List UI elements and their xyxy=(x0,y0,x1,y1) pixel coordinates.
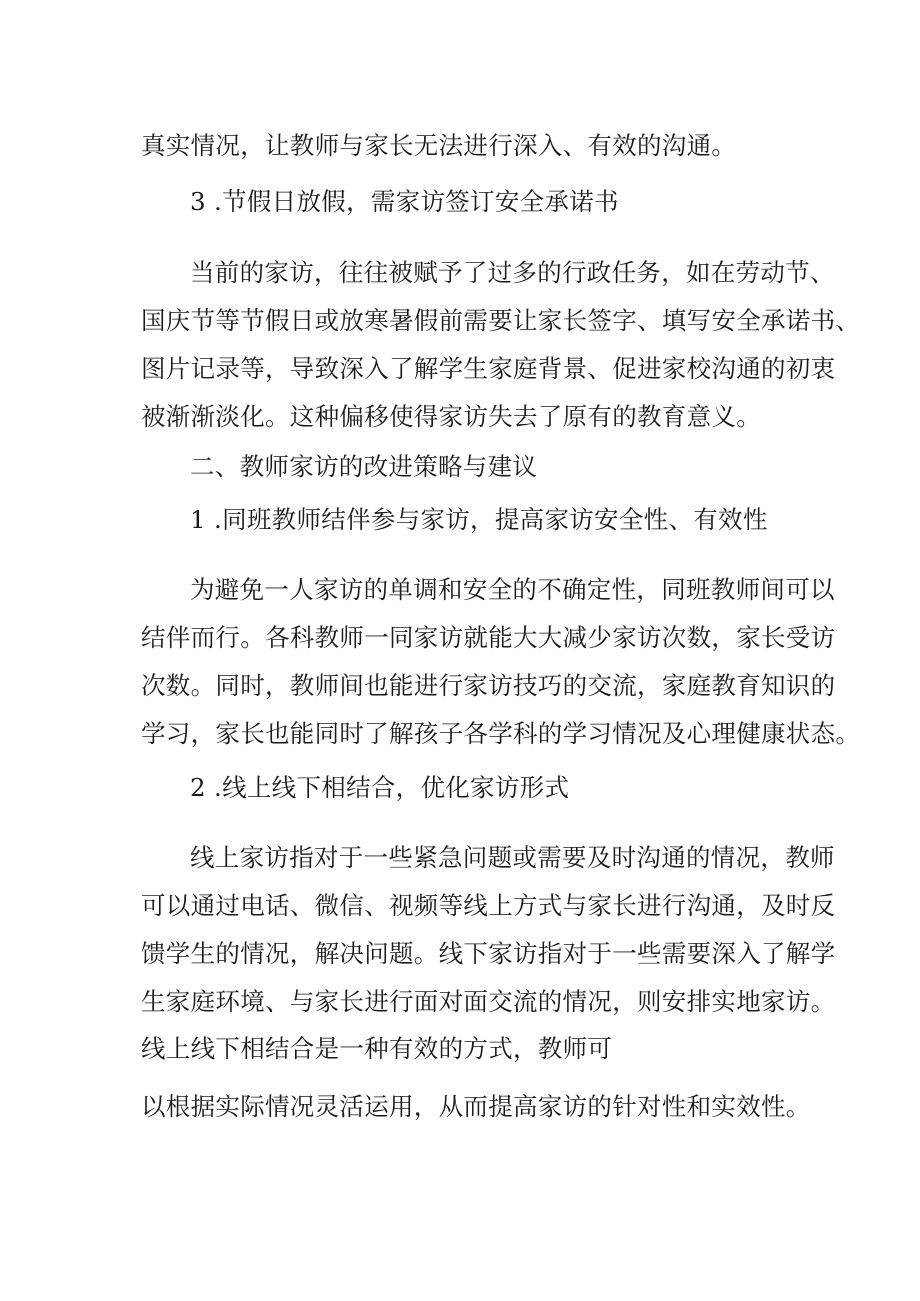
paragraph-line: 学习，家长也能同时了解孩子各学科的学习情况及心理健康状态。 xyxy=(141,719,861,748)
paragraph-line: 结伴而行。各科教师一同家访就能大大减少家访次数，家长受访 xyxy=(141,623,836,652)
section-heading: 2 .线上线下相结合，优化家访形式 xyxy=(190,773,570,802)
section-heading: 二、教师家访的改进策略与建议 xyxy=(190,452,538,481)
paragraph-line: 次数。同时，教师间也能进行家访技巧的交流，家庭教育知识的 xyxy=(141,671,836,700)
paragraph-line: 图片记录等，导致深入了解学生家庭背景、促进家校沟通的初衷 xyxy=(141,354,836,383)
paragraph-line: 为避免一人家访的单调和安全的不确定性，同班教师间可以 xyxy=(190,575,835,604)
paragraph-line: 线上线下相结合是一种有效的方式，教师可 xyxy=(141,1034,613,1063)
paragraph-line: 线上家访指对于一些紧急问题或需要及时沟通的情况，教师 xyxy=(190,843,835,872)
paragraph-line: 可以通过电话、微信、视频等线上方式与家长进行沟通，及时反 xyxy=(141,891,836,920)
paragraph-line: 以根据实际情况灵活运用，从而提高家访的针对性和实效性。 xyxy=(141,1092,811,1121)
section-heading: 3 .节假日放假，需家访签订安全承诺书 xyxy=(190,187,619,216)
paragraph-line: 被渐渐淡化。这种偏移使得家访失去了原有的教育意义。 xyxy=(141,402,761,431)
paragraph-line: 当前的家访，往往被赋予了过多的行政任务，如在劳动节、 xyxy=(190,258,835,287)
paragraph-line: 生家庭环境、与家长进行面对面交流的情况，则安排实地家访。 xyxy=(141,987,836,1016)
paragraph-line: 国庆节等节假日或放寒暑假前需要让家长签字、填写安全承诺书、 xyxy=(141,306,861,335)
paragraph-line: 馈学生的情况，解决问题。线下家访指对于一些需要深入了解学 xyxy=(141,939,836,968)
paragraph-line: 真实情况，让教师与家长无法进行深入、有效的沟通。 xyxy=(141,131,737,160)
section-heading: 1 .同班教师结伴参与家访，提高家访安全性、有效性 xyxy=(190,505,768,534)
